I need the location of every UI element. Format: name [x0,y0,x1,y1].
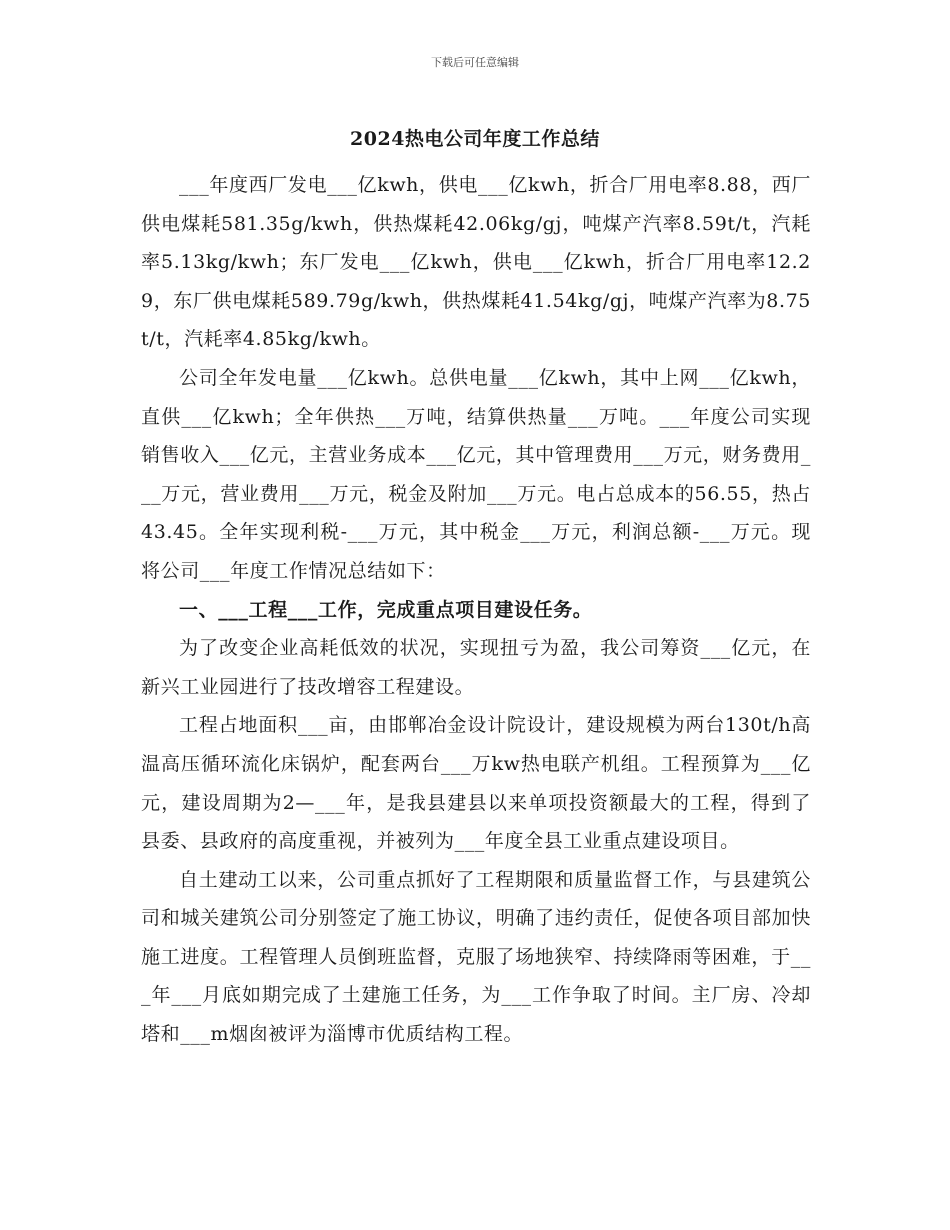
paragraph-construction-progress: 自土建动工以来，公司重点抓好了工程期限和质量监督工作，与县建筑公司和城关建筑公司分别签定了施工协议，明确了违约责任，促使各项目部加快施工进度。工程管理人员倒班监督，克服了场地狭窄、持续降雨等困难，于___年___月底如期完成了土建施工任务，为___工作争取了时间。主厂房、冷却塔和___m烟囱被评为淄博市优质结构工程。 [141,868,811,1046]
paragraph-project-scope: 工程占地面积___亩，由邯郸冶金设计院设计，建设规模为两台130t/h高温高压循环流化床锅炉，配套两台___万kw热电联产机组。工程预算为___亿元，建设周期为2—___年，是我县建县以来单项投资额最大的工程，得到了县委、县政府的高度重视，并被列为___年度全县工业重点建设项目。 [141,714,811,853]
section-heading-1: 一、___工程___工作，完成重点项目建设任务。 [179,598,593,621]
paragraph-plant-statistics: ___年度西厂发电___亿kwh，供电___亿kwh，折合厂用电率8.88，西厂供电煤耗581.35g/kwh，供热煤耗42.06kg/gj，吨煤产汽率8.59t/t，汽耗率5.13kg/kwh；东厂发电___亿kwh，供电___亿kwh，折合厂用电率12.29，东厂供电煤耗589.79g/kwh，供热煤耗41.54kg/gj，吨煤产汽率为8.75t/t，汽耗率4.85kg/kwh。 [141,174,811,351]
document-body [141,166,811,1054]
paragraph-project-funding: 为了改变企业高耗低效的状况，实现扭亏为盈，我公司筹资___亿元，在新兴工业园进行了技改增容工程建设。 [141,637,811,698]
header-note: 下载后可任意编辑 [431,56,519,69]
document-title: 2024热电公司年度工作总结 [350,128,600,150]
paragraph-annual-results: 公司全年发电量___亿kwh。总供电量___亿kwh，其中上网___亿kwh，直供___亿kwh；全年供热___万吨，结算供热量___万吨。___年度公司实现销售收入___亿元，主营业务成本___亿元，其中管理费用___万元，财务费用___万元，营业费用___万元，税金及附加___万元。电占总成本的56.55，热占43.45。全年实现利税-___万元，其中税金___万元，利润总额-___万元。现将公司___年度工作情况总结如下： [141,366,811,582]
